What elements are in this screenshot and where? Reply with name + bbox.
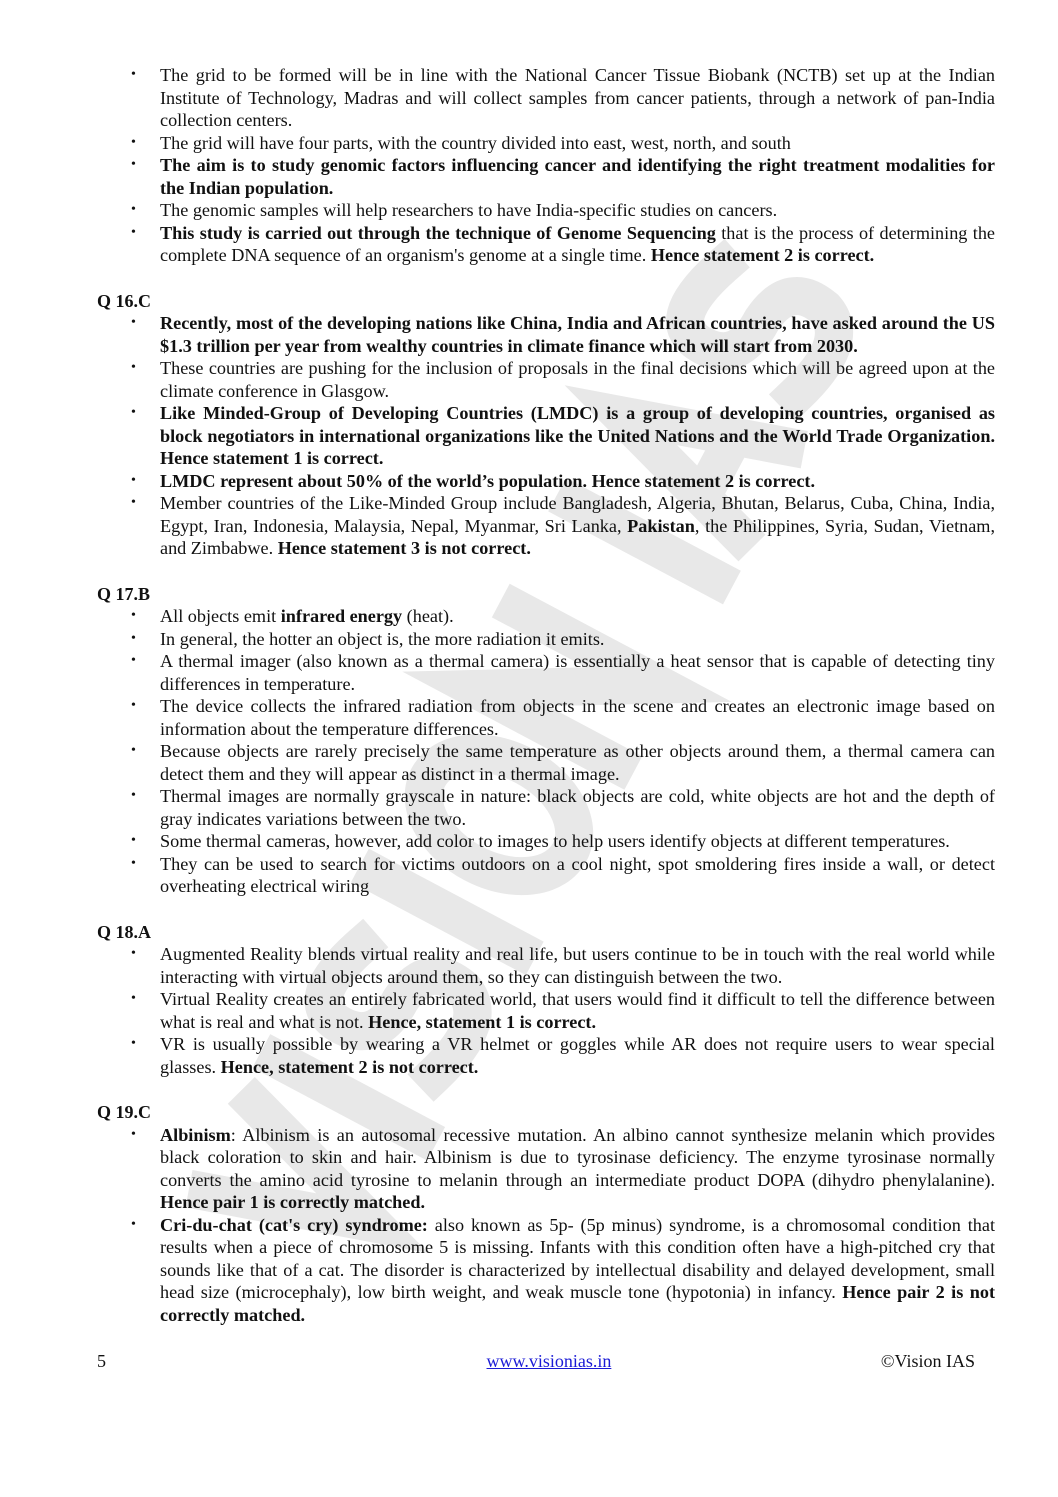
bold-text: Cri-du-chat (cat's cry) syndrome: <box>160 1214 428 1235</box>
question-heading: Q 18.A <box>97 921 151 942</box>
question-heading: Q 19.C <box>97 1102 151 1122</box>
text: All objects emit <box>160 606 281 626</box>
list-item <box>97 628 995 651</box>
bullet-icon: • <box>131 67 136 82</box>
bullet-icon: • <box>131 202 136 217</box>
bullet-icon: • <box>131 1036 136 1051</box>
bullet-icon: • <box>131 315 136 330</box>
text: Because objects are rarely precisely the same temperature as other objects around them, a thermal camera can detect them and they will appear as distinct in a thermal image. <box>160 741 995 784</box>
list-item <box>97 695 995 740</box>
bold-text: infrared energy <box>280 606 403 626</box>
bullet-icon: • <box>131 157 136 172</box>
text: The grid to be formed will be in line with the National Cancer Tissue Biobank (NCTB) set up at the Indian Institute of Technology, Madras and will collect samples from cancer patients, through a network of pan-India collection centers. <box>160 65 995 130</box>
list-item <box>97 64 995 132</box>
bullet-icon: • <box>131 788 136 803</box>
bold-text: Hence, statement 2 is not correct. <box>220 1056 479 1077</box>
list-item <box>97 312 995 357</box>
bullet-icon: • <box>131 630 136 646</box>
intro-section <box>97 64 995 267</box>
bold-text: This study is carried out through the technique of Genome Sequencing <box>160 222 716 243</box>
list-item <box>97 853 995 898</box>
question-section <box>97 921 995 1079</box>
text: Virtual Reality creates an entirely fabricated world, that users would find it difficult to tell the difference between what is real and what is not. <box>160 989 995 1032</box>
question-heading: Q 16.C <box>97 290 151 311</box>
bullet-icon: • <box>131 495 136 510</box>
bold-text: Like Minded-Group of Developing Countries (LMDC) is a group of developing countries, organised as block negotiators in international organizations like the United Nations and the World Trade Organization. Hence statement 1 is correct. <box>160 403 995 468</box>
bullet-icon: • <box>131 946 136 961</box>
page-footer <box>97 1349 975 1379</box>
text: In general, the hotter an object is, the more radiation it emits. <box>160 628 605 649</box>
list-item <box>97 470 995 493</box>
text: Augmented Reality blends virtual reality and real life, but users continue to be in touch with the real world while interacting with virtual objects around them, so they can distinguish between the two. <box>160 944 995 987</box>
list-item <box>97 830 995 853</box>
bold-text: Recently, most of the developing nations like China, India and African countries, have asked around the US $1.3 trillion per year from wealthy countries in climate finance which will start from 2030. <box>160 313 995 356</box>
bullet-icon: • <box>131 224 136 240</box>
list-item <box>97 492 995 560</box>
list-item <box>97 988 995 1033</box>
page-number: 5 <box>97 1351 106 1371</box>
question-section <box>97 290 995 560</box>
list-item <box>97 1214 995 1327</box>
text: Thermal images are normally grayscale in nature: black objects are cold, white objects are hot and the depth of gray indicates variations between the two. <box>160 786 995 829</box>
list-item <box>97 740 995 785</box>
bold-text: Hence pair 1 is correctly matched. <box>160 1192 425 1212</box>
bullet-list <box>97 1124 995 1327</box>
bullet-icon: • <box>131 134 136 150</box>
bold-text: Hence statement 2 is correct. <box>650 245 875 265</box>
list-item <box>97 1033 995 1078</box>
text: , the Philippines, Syria, Sudan, Vietnam, and Zimbabwe. <box>160 515 995 558</box>
text: Some thermal cameras, however, add color to images to help users identify objects at different temperatures. <box>160 831 950 851</box>
bold-text: LMDC represent about 50% of the world’s population. Hence statement 2 is correct. <box>160 470 816 491</box>
list-item <box>97 785 995 830</box>
bullet-icon: • <box>131 855 136 871</box>
bold-text: Hence pair 2 is not correctly matched. <box>160 1282 995 1325</box>
list-item <box>97 357 995 402</box>
text: Member countries of the Like-Minded Group include Bangladesh, Algeria, Bhutan, Belarus, Cuba, China, India, Egypt, Iran, Indonesia, Malaysia, Nepal, Myanmar, Sri Lanka, <box>160 493 995 536</box>
text: also known as 5p- (5p minus) syndrome, is a chromosomal condition that results when a piece of chromosome 5 is missing. Infants with this condition often have a high-pitched cry that sounds like that of a cat. The disorder is characterized by intellectual disability and delayed development, small head size (microcephaly), low birth weight, and weak muscle tone (hypotonia) in infancy. <box>160 1214 996 1302</box>
document-body <box>97 0 995 1326</box>
text: These countries are pushing for the inclusion of proposals in the final decisions which will be agreed upon at the climate conference in Glasgow. <box>160 358 995 401</box>
text: : Albinism is an autosomal recessive mutation. An albino cannot synthesize melanin which provides black coloration to skin and hair. Albinism is due to tyrosinase deficiency. The enzyme tyrosinase normally converts the amino acid tyrosine to melanin through an intermediate product DOPA (dihydro phenylalanine). <box>160 1124 995 1190</box>
bullet-icon: • <box>131 653 136 668</box>
bullet-list <box>97 64 995 267</box>
list-item <box>97 943 995 988</box>
list-item <box>97 605 995 628</box>
bullet-icon: • <box>131 991 136 1006</box>
text: VR is usually possible by wearing a VR helmet or goggles while AR does not require users to wear special glasses. <box>160 1034 995 1077</box>
text: The device collects the infrared radiation from objects in the scene and creates an electronic image based on information about the temperature differences. <box>160 696 995 739</box>
bullet-icon: • <box>131 743 136 758</box>
question-section <box>97 583 995 898</box>
copyright: ©Vision IAS <box>880 1351 975 1371</box>
bold-text: Hence statement 3 is not correct. <box>277 538 531 558</box>
website-link[interactable]: www.visionias.in <box>486 1351 612 1371</box>
bold-text: Pakistan <box>627 515 695 536</box>
question-section <box>97 1101 995 1326</box>
bullet-icon: • <box>131 1126 136 1142</box>
text: They can be used to search for victims outdoors on a cool night, spot smoldering fires inside a wall, or detect overheating electrical wiring <box>160 853 995 896</box>
bullet-icon: • <box>131 833 136 848</box>
question-heading: Q 17.B <box>97 583 151 604</box>
text: A thermal imager (also known as a thermal camera) is essentially a heat sensor that is capable of detecting tiny differences in temperature. <box>160 651 995 694</box>
list-item <box>97 650 995 695</box>
bold-text: Albinism <box>160 1124 231 1145</box>
bullet-icon: • <box>131 472 136 488</box>
bold-text: The aim is to study genomic factors influencing cancer and identifying the right treatment modalities for the Indian population. <box>160 155 995 198</box>
text: The genomic samples will help researchers to have India-specific studies on cancers. <box>160 200 778 220</box>
bullet-icon: • <box>131 1216 136 1232</box>
text: (heat). <box>402 606 454 626</box>
bold-text: Hence, statement 1 is correct. <box>368 1011 597 1032</box>
text: that is the process of determining the complete DNA sequence of an organism's genome at a single time. <box>160 222 996 265</box>
bullet-icon: • <box>131 405 136 420</box>
bullet-list <box>97 312 995 560</box>
list-item <box>97 402 995 470</box>
list-item <box>97 154 995 199</box>
bullet-icon: • <box>131 360 136 375</box>
list-item <box>97 1124 995 1214</box>
bullet-icon: • <box>131 608 136 623</box>
list-item <box>97 222 995 267</box>
list-item <box>97 199 995 222</box>
bullet-list <box>97 605 995 898</box>
bullet-list <box>97 943 995 1078</box>
text: The grid will have four parts, with the country divided into east, west, north, and south <box>160 132 791 153</box>
list-item <box>97 132 995 155</box>
bullet-icon: • <box>131 698 136 713</box>
